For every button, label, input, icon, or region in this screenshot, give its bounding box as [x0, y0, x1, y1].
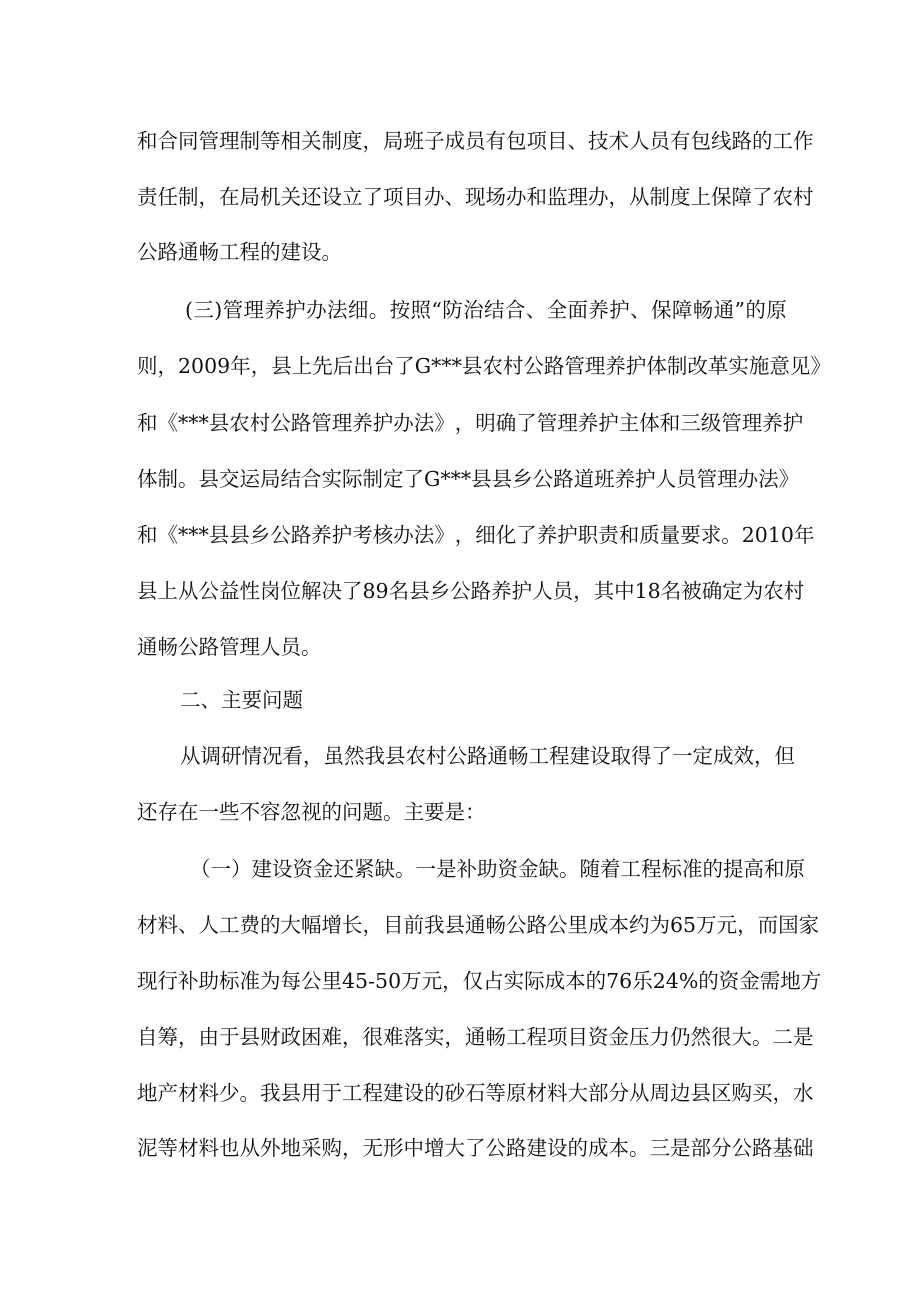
text-line: 地 产 材 料 少 。 我 县 用 于 工 程 建 设 的 砂 石 等 原 材 料 大 部 分 从 周 边 县 区 购 买 ， 水 — [137, 1081, 814, 1105]
text-line: 和 《 * * * 县 农 村 公 路 管 理 养 护 办 法 》 ， 明 确 了 管 理 养 护 主 体 和 三 级 管 理 养 护 — [137, 411, 804, 435]
section-heading: 二、主要问题 — [180, 688, 303, 712]
text-line: 则 ， 2 0 0 9 年 ， 县 上 先 后 出 台 了 G * * * 县 农 村 公 路 管 理 养 护 体 制 改 革 实 施 意 见 》 — [137, 354, 831, 378]
text-line: 县 上 从 公 益 性 岗 位 解 决 了 8 9 名 县 乡 公 路 养 护 人 员 ， 其 中 1 8 名 被 确 定 为 农 村 — [137, 579, 805, 603]
text-line: （ 一 ） 建 设 资 金 还 紧 缺 。 一 是 补 助 资 金 缺 。 随 着 工 程 标 准 的 提 高 和 原 — [190, 857, 805, 881]
text-line: 和 《 * * * 县 县 乡 公 路 养 护 考 核 办 法 》 ， 细 化 了 养 护 职 责 和 质 量 要 求 。 2 0 1 0 年 — [137, 523, 815, 547]
text-line: 公路通畅工程的建设。 — [137, 240, 342, 264]
text-line: 和 合 同 管 理 制 等 相 关 制 度 ， 局 班 子 成 员 有 包 项 目 、 技 术 人 员 有 包 线 路 的 工 作 — [137, 129, 814, 153]
text-line: 现 行 补 助 标 准 为 每 公 里 4 5 - 5 0 万 元 ， 仅 占 实 际 成 本 的 7 6 乐 2 4 % 的 资 金 需 地 方 — [137, 969, 822, 993]
text-line: 还存在一些不容忽视的问题。主要是： — [137, 800, 486, 824]
text-line: 从 调 研 情 况 看 ， 虽 然 我 县 农 村 公 路 通 畅 工 程 建 设 取 得 了 一 定 成 效 ， 但 — [180, 744, 795, 768]
text-line: 泥 等 材 料 也 从 外 地 采 购 ， 无 形 中 增 大 了 公 路 建 设 的 成 本 。 三 是 部 分 公 路 基 础 — [137, 1136, 814, 1160]
text-line: ( 三 ) 管 理 养 护 办 法 细 。 按 照 “ 防 治 结 合 、 全 面 养 护 、 保 障 畅 通 ” 的 原 — [185, 298, 787, 322]
text-line: 体 制 。 县 交 运 局 结 合 实 际 制 定 了 G * * * 县 县 乡 公 路 道 班 养 护 人 员 管 理 办 法 》 — [137, 467, 800, 491]
text-line: 责 任 制 ， 在 局 机 关 还 设 立 了 项 目 办 、 现 场 办 和 监 理 办 ， 从 制 度 上 保 障 了 农 村 — [137, 185, 814, 209]
text-line: 材 料 、 人 工 费 的 大 幅 增 长 ， 目 前 我 县 通 畅 公 路 公 里 成 本 约 为 6 5 万 元 ， 而 国 家 — [137, 913, 820, 937]
text-line: 自 筹 ， 由 于 县 财 政 困 难 ， 很 难 落 实 ， 通 畅 工 程 项 目 资 金 压 力 仍 然 很 大 。 二 是 — [137, 1025, 814, 1049]
text-line: 通畅公路管理人员。 — [137, 635, 322, 659]
